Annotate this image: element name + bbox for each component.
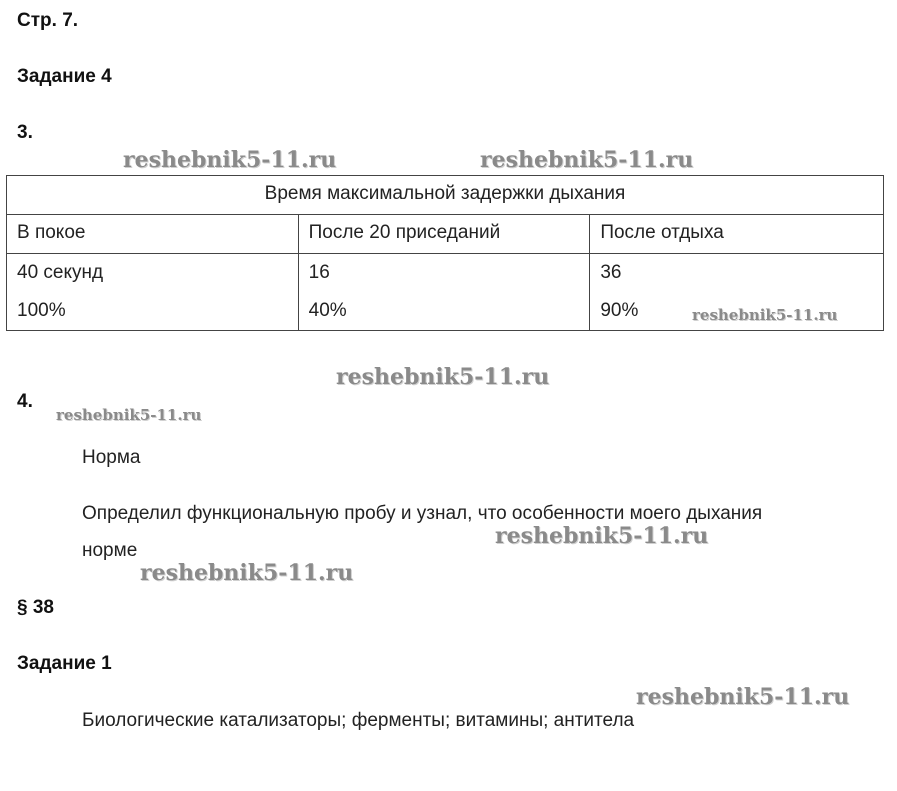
value-after-squats: 16 — [308, 262, 330, 283]
item-4-explanation-line-2: норме — [82, 540, 138, 561]
table-title: Время максимальной задержки дыхания — [7, 176, 884, 215]
watermark-5: reshebnik5-11.ru — [56, 406, 202, 424]
percent-after-rest: 90% — [600, 300, 639, 321]
watermark-4: reshebnik5-11.ru — [336, 364, 550, 390]
item-4-explanation-line-1: Определил функциональную пробу и узнал, что особенности моего дыхания — [82, 503, 763, 524]
value-after-rest: 36 — [600, 262, 622, 283]
watermark-3: reshebnik5-11.ru — [692, 306, 838, 324]
cell-rest — [7, 254, 299, 331]
header-after-squats: После 20 приседаний — [298, 215, 590, 254]
header-after-rest: После отдыха — [590, 215, 884, 254]
task-1-heading: Задание 1 — [17, 653, 112, 674]
watermark-8: reshebnik5-11.ru — [636, 684, 850, 710]
table-header-row — [7, 215, 884, 254]
header-rest: В покое — [7, 215, 299, 254]
value-rest: 40 секунд — [17, 262, 104, 283]
watermark-2: reshebnik5-11.ru — [480, 147, 694, 173]
watermark-7: reshebnik5-11.ru — [140, 560, 354, 586]
table-title-row — [7, 176, 884, 215]
percent-rest: 100% — [17, 300, 66, 321]
section-number: § 38 — [17, 597, 54, 618]
item-4-answer: Норма — [82, 447, 141, 468]
item-4-number: 4. — [17, 391, 33, 412]
cell-after-squats — [298, 254, 590, 331]
watermark-1: reshebnik5-11.ru — [123, 147, 337, 173]
task-4-heading: Задание 4 — [17, 66, 112, 87]
page-number: Стр. 7. — [17, 10, 79, 31]
task-1-answer: Биологические катализаторы; ферменты; витамины; антитела — [82, 710, 635, 731]
item-3-number: 3. — [17, 122, 33, 143]
watermark-6: reshebnik5-11.ru — [495, 523, 709, 549]
percent-after-squats: 40% — [308, 300, 347, 321]
